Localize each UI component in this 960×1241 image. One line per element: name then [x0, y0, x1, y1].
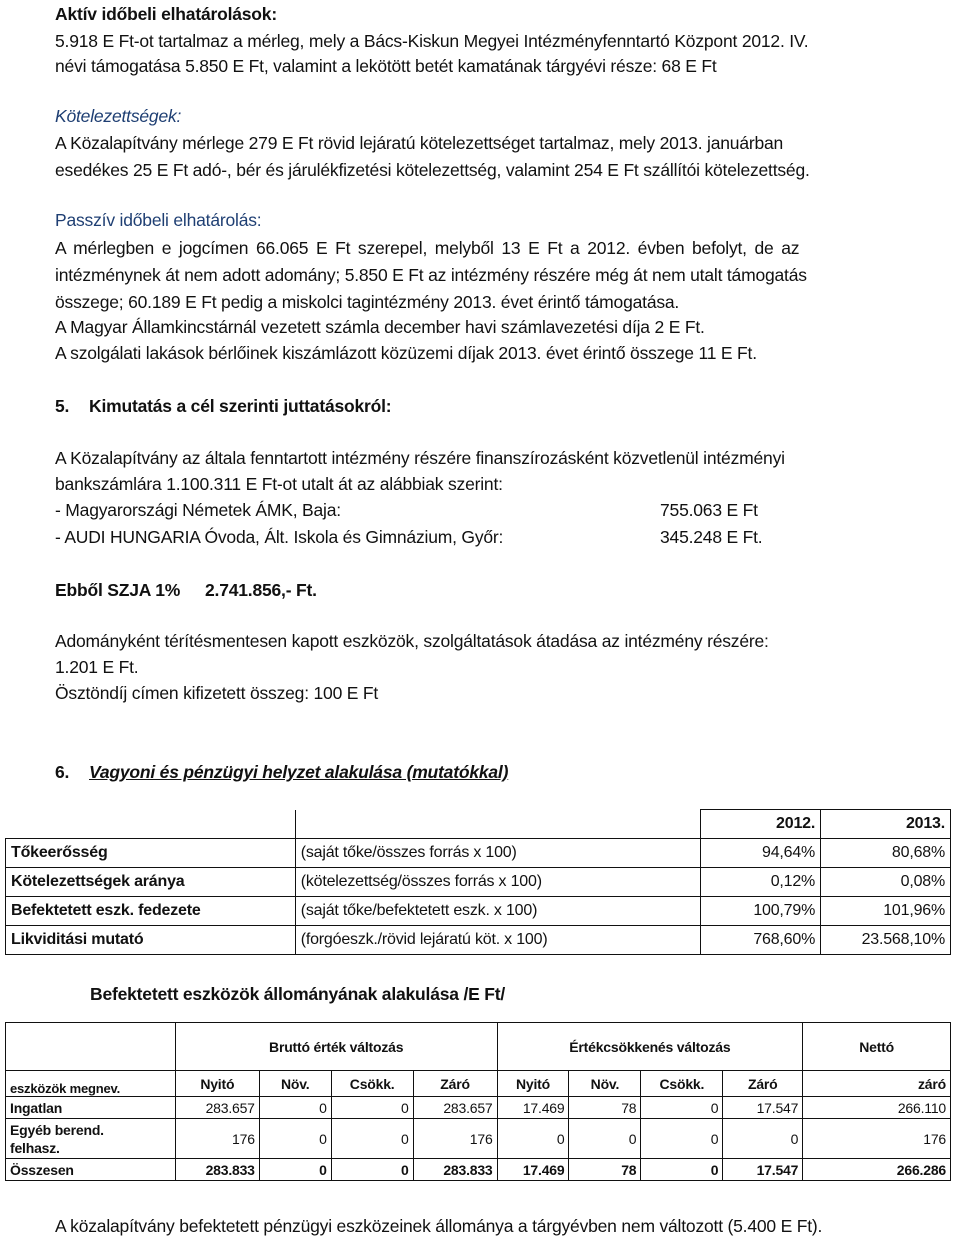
group-brutto: Bruttó érték változás — [175, 1023, 497, 1071]
adomany-line-2: 1.201 E Ft. — [55, 657, 139, 677]
year-header-2013: 2013. — [821, 810, 951, 839]
year-header-2012: 2012. — [701, 810, 821, 839]
ratio-value-2012: 100,79% — [701, 897, 821, 926]
section6-number: 6. — [55, 762, 70, 782]
group-netto: Nettó — [803, 1023, 951, 1071]
table-cell: 0 — [331, 1097, 413, 1119]
table-cell: 0 — [331, 1159, 413, 1181]
passziv-heading: Passzív időbeli elhatárolás: — [55, 210, 262, 230]
ratio-value-2013: 0,08% — [821, 868, 951, 897]
table-cell: 0 — [259, 1097, 331, 1119]
ratio-formula: (saját tőke/összes forrás x 100) — [295, 839, 701, 868]
col-header: Csökk. — [331, 1071, 413, 1097]
table-cell: 0 — [569, 1119, 641, 1159]
ratio-name: Kötelezettségek aránya — [6, 868, 296, 897]
col-header: Záró — [723, 1071, 803, 1097]
passziv-line-5: A szolgálati lakások bérlőinek kiszámlázott közüzemi díjak 2013. évet érintő összege 11 E Ft. — [55, 343, 757, 363]
table-cell: 0 — [259, 1119, 331, 1159]
passziv-line-1: A mérlegben e jogcímen 66.065 E Ft szerepel, melyből 13 E Ft a 2012. évben befolyt, de az — [55, 238, 800, 258]
table-cell: 176 — [413, 1119, 497, 1159]
ratio-formula: (saját tőke/befektetett eszk. x 100) — [295, 897, 701, 926]
passziv-line-4: A Magyar Államkincstárnál vezetett számla december havi számlavezetési díja 2 E Ft. — [55, 317, 705, 337]
ratio-name: Tőkeerősség — [6, 839, 296, 868]
section5-line-2: bankszámlára 1.100.311 E Ft-ot utalt át az alábbiak szerint: — [55, 474, 503, 494]
group-header-row — [6, 1023, 951, 1071]
table-cell: 283.833 — [175, 1159, 259, 1181]
table-row-total — [6, 1159, 951, 1181]
ratio-value-2013: 23.568,10% — [821, 926, 951, 955]
table-cell: 0 — [497, 1119, 569, 1159]
szja-label: Ebből SZJA 1% — [55, 580, 181, 600]
grant-item-value: 345.248 E Ft. — [660, 527, 763, 547]
column-header-row — [6, 1071, 951, 1097]
ratio-table — [5, 809, 951, 955]
ratio-formula: (kötelezettség/összes forrás x 100) — [295, 868, 701, 897]
col-header: záró — [803, 1071, 951, 1097]
aktiv-line-2: névi támogatása 5.850 E Ft, valamint a lekötött betét kamatának tárgyévi része: 68 E Ft — [55, 56, 717, 76]
col-header: Csökk. — [641, 1071, 723, 1097]
passziv-line-3: összege; 60.189 E Ft pedig a miskolci tagintézmény 2013. évet érintő támogatása. — [55, 292, 680, 312]
befektetett-title: Befektetett eszközök állományának alakulása /E Ft/ — [90, 984, 506, 1004]
table-header-row — [6, 810, 951, 839]
table-cell: 78 — [569, 1159, 641, 1181]
table-cell: 17.469 — [497, 1097, 569, 1119]
table-cell: 266.286 — [803, 1159, 951, 1181]
grant-item-value: 755.063 E Ft — [660, 500, 758, 520]
asset-name — [6, 1119, 176, 1159]
ratio-value-2012: 768,60% — [701, 926, 821, 955]
table-cell: 0 — [723, 1119, 803, 1159]
asset-table — [5, 1022, 951, 1181]
table-row — [6, 1119, 951, 1159]
befektetett-footer: A közalapítvány befektetett pénzügyi eszközeinek állománya a tárgyévben nem változott (5.400 E Ft). — [55, 1216, 823, 1236]
table-cell: 283.833 — [413, 1159, 497, 1181]
osztondij-line: Ösztöndíj címen kifizetett összeg: 100 E Ft — [55, 683, 379, 703]
col-header: Növ. — [259, 1071, 331, 1097]
table-cell: 17.547 — [723, 1159, 803, 1181]
table-cell: 266.110 — [803, 1097, 951, 1119]
section5-line-1: A Közalapítvány az általa fenntartott intézmény részére finanszírozásként közvetlenül intézményi — [55, 448, 785, 468]
col-header: Záró — [413, 1071, 497, 1097]
grant-item-name: - Magyarországi Németek ÁMK, Baja: — [55, 500, 341, 520]
kotel-heading: Kötelezettségek: — [55, 106, 182, 126]
adomany-line-1: Adományként térítésmentesen kapott eszközök, szolgáltatások átadása az intézmény részére: — [55, 631, 769, 651]
col-header: Növ. — [569, 1071, 641, 1097]
ratio-name: Likviditási mutató — [6, 926, 296, 955]
table-row — [6, 1097, 951, 1119]
aktiv-line-1: 5.918 E Ft-ot tartalmaz a mérleg, mely a Bács-Kiskun Megyei Intézményfenntartó Központ 2012. IV. — [55, 31, 809, 51]
table-cell: 176 — [803, 1119, 951, 1159]
aktiv-heading: Aktív időbeli elhatárolások: — [55, 4, 277, 24]
ratio-value-2013: 80,68% — [821, 839, 951, 868]
col-header: Nyitó — [497, 1071, 569, 1097]
table-cell: 0 — [641, 1097, 723, 1119]
grant-item-name: - AUDI HUNGARIA Óvoda, Ált. Iskola és Gimnázium, Győr: — [55, 527, 504, 547]
asset-name: Összesen — [6, 1159, 176, 1181]
table-cell: 176 — [175, 1119, 259, 1159]
col-name-header: eszközök megnev. — [6, 1071, 176, 1097]
table-row — [6, 926, 951, 955]
szja-value: 2.741.856,- Ft. — [205, 580, 317, 600]
table-row — [6, 839, 951, 868]
kotel-line-2: esedékes 25 E Ft adó-, bér és járulékfizetési kötelezettség, valamint 254 E Ft szállítói kötelezettség. — [55, 160, 810, 180]
table-row — [6, 897, 951, 926]
table-cell: 0 — [259, 1159, 331, 1181]
passziv-line-2: intézménynek át nem adott adomány; 5.850 E Ft az intézmény részére még át nem utalt támogatás — [55, 265, 807, 285]
table-cell: 283.657 — [175, 1097, 259, 1119]
group-ertekcsokkenes: Értékcsökkenés változás — [497, 1023, 803, 1071]
section6-title: Vagyoni és pénzügyi helyzet alakulása (mutatókkal) — [89, 762, 509, 782]
col-header: Nyitó — [175, 1071, 259, 1097]
asset-name-line-1: Egyéb berend. — [10, 1121, 104, 1138]
table-cell: 78 — [569, 1097, 641, 1119]
section5-number: 5. — [55, 396, 70, 416]
asset-name: Ingatlan — [6, 1097, 176, 1119]
ratio-formula: (forgóeszk./rövid lejáratú köt. x 100) — [295, 926, 701, 955]
ratio-name: Befektetett eszk. fedezete — [6, 897, 296, 926]
asset-name-line-2: felhasz. — [10, 1139, 60, 1156]
ratio-value-2012: 94,64% — [701, 839, 821, 868]
ratio-value-2013: 101,96% — [821, 897, 951, 926]
table-cell: 283.657 — [413, 1097, 497, 1119]
table-cell: 17.469 — [497, 1159, 569, 1181]
table-cell: 0 — [331, 1119, 413, 1159]
table-cell: 0 — [641, 1159, 723, 1181]
table-cell: 0 — [641, 1119, 723, 1159]
section5-title: Kimutatás a cél szerinti juttatásokról: — [89, 396, 392, 416]
kotel-line-1: A Közalapítvány mérlege 279 E Ft rövid lejáratú kötelezettséget tartalmaz, mely 2013. januárban — [55, 133, 784, 153]
ratio-value-2012: 0,12% — [701, 868, 821, 897]
table-row — [6, 868, 951, 897]
table-cell: 17.547 — [723, 1097, 803, 1119]
